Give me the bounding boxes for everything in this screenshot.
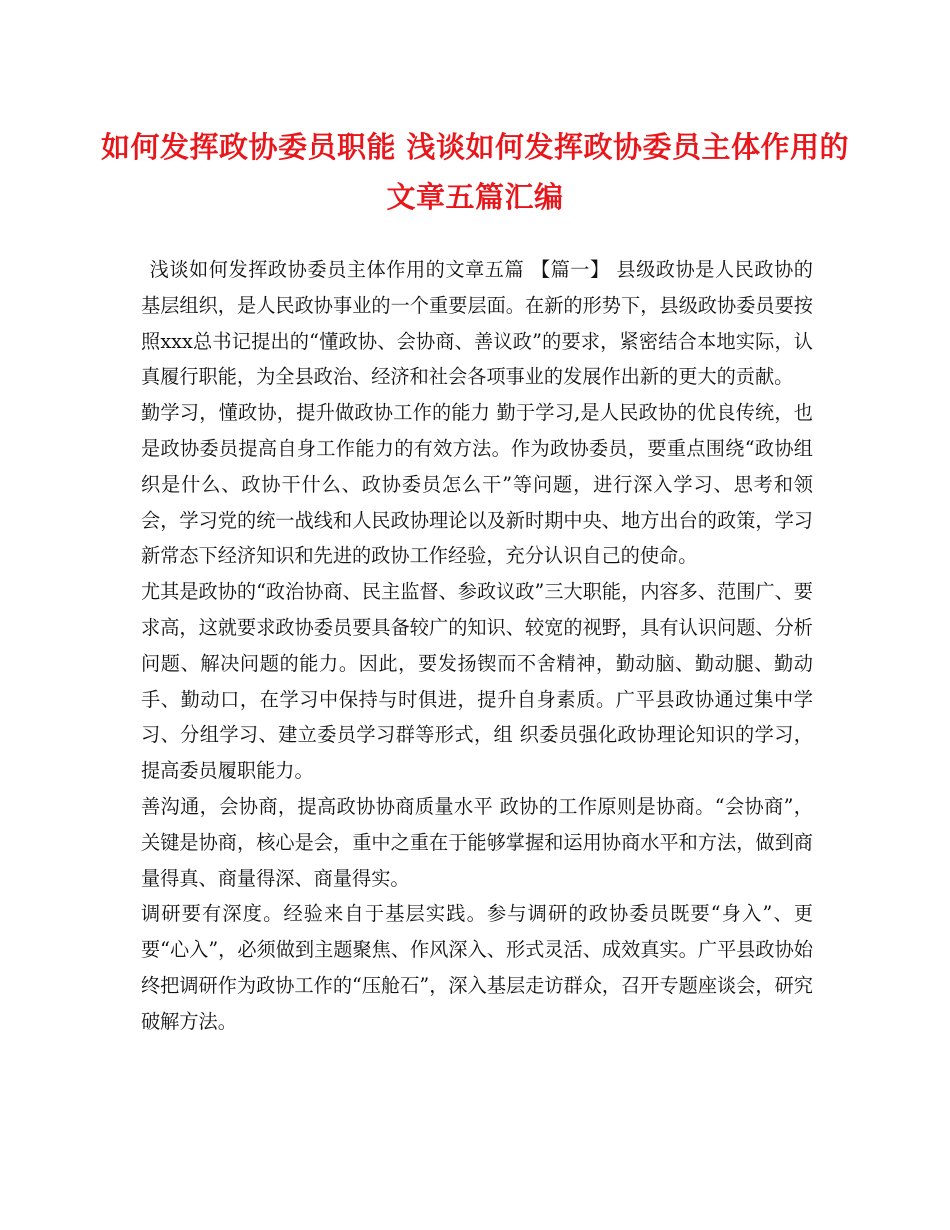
paragraph-research: 调研要有深度。经验来自于基层实践。参与调研的政协委员既要“身入”、更要“心入”，必须做到主题聚焦、作风深入、形式灵活、成效真实。广平县政协始终把调研作为政协工作的“压舱石”，深入基层走访群众，召开专题座谈会，研究破解方法。	[141, 902, 813, 1033]
paragraph-functions: 尤其是政协的“政治协商、民主监督、参政议政”三大职能，内容多、范围广、要求高，这就要求政协委员要具备较广的知识、较宽的视野，具有认识问题、分析问题、解决问题的能力。因此，要发扬锲而不舍精神，勤动脑、勤动腿、勤动手、勤动口，在学习中保持与时俱进，提升自身素质。广平县政协通过集中学习、分组学习、建立委员学习群等形式，组 织委员强化政协理论知识的学习，提高委员履职能力。	[141, 580, 813, 783]
paragraph-intro: 浅谈如何发挥政协委员主体作用的文章五篇 【篇一】 县级政协是人民政协的基层组织，是人民政协事业的一个重要层面。在新的形势下，县级政协委员要按照xxx总书记提出的“懂政协、会协商、善议政”的要求，紧密结合本地实际，认真履行职能，为全县政治、经济和社会各项事业的发展作出新的更大的贡献。	[141, 258, 813, 389]
paragraph-study: 勤学习，懂政协，提升做政协工作的能力 勤于学习,是人民政协的优良传统，也是政协委员提高自身工作能力的有效方法。作为政协委员，要重点围绕“政协组织是什么、政协干什么、政协委员怎么干”等问题，进行深入学习、思考和领会，学习党的统一战线和人民政协理论以及新时期中央、地方出台的政策，学习新常态下经济知识和先进的政协工作经验，充分认识自己的使命。	[141, 401, 813, 568]
document-title: 如何发挥政协委员职能 浅谈如何发挥政协委员主体作用的文章五篇汇编	[100, 130, 850, 214]
paragraph-consultation: 善沟通，会协商，提高政协协商质量水平 政协的工作原则是协商。“会协商”，关键是协商，核心是会，重中之重在于能够掌握和运用协商水平和方法，做到商量得真、商量得深、商量得实。	[141, 794, 813, 890]
document-body	[141, 252, 813, 1040]
